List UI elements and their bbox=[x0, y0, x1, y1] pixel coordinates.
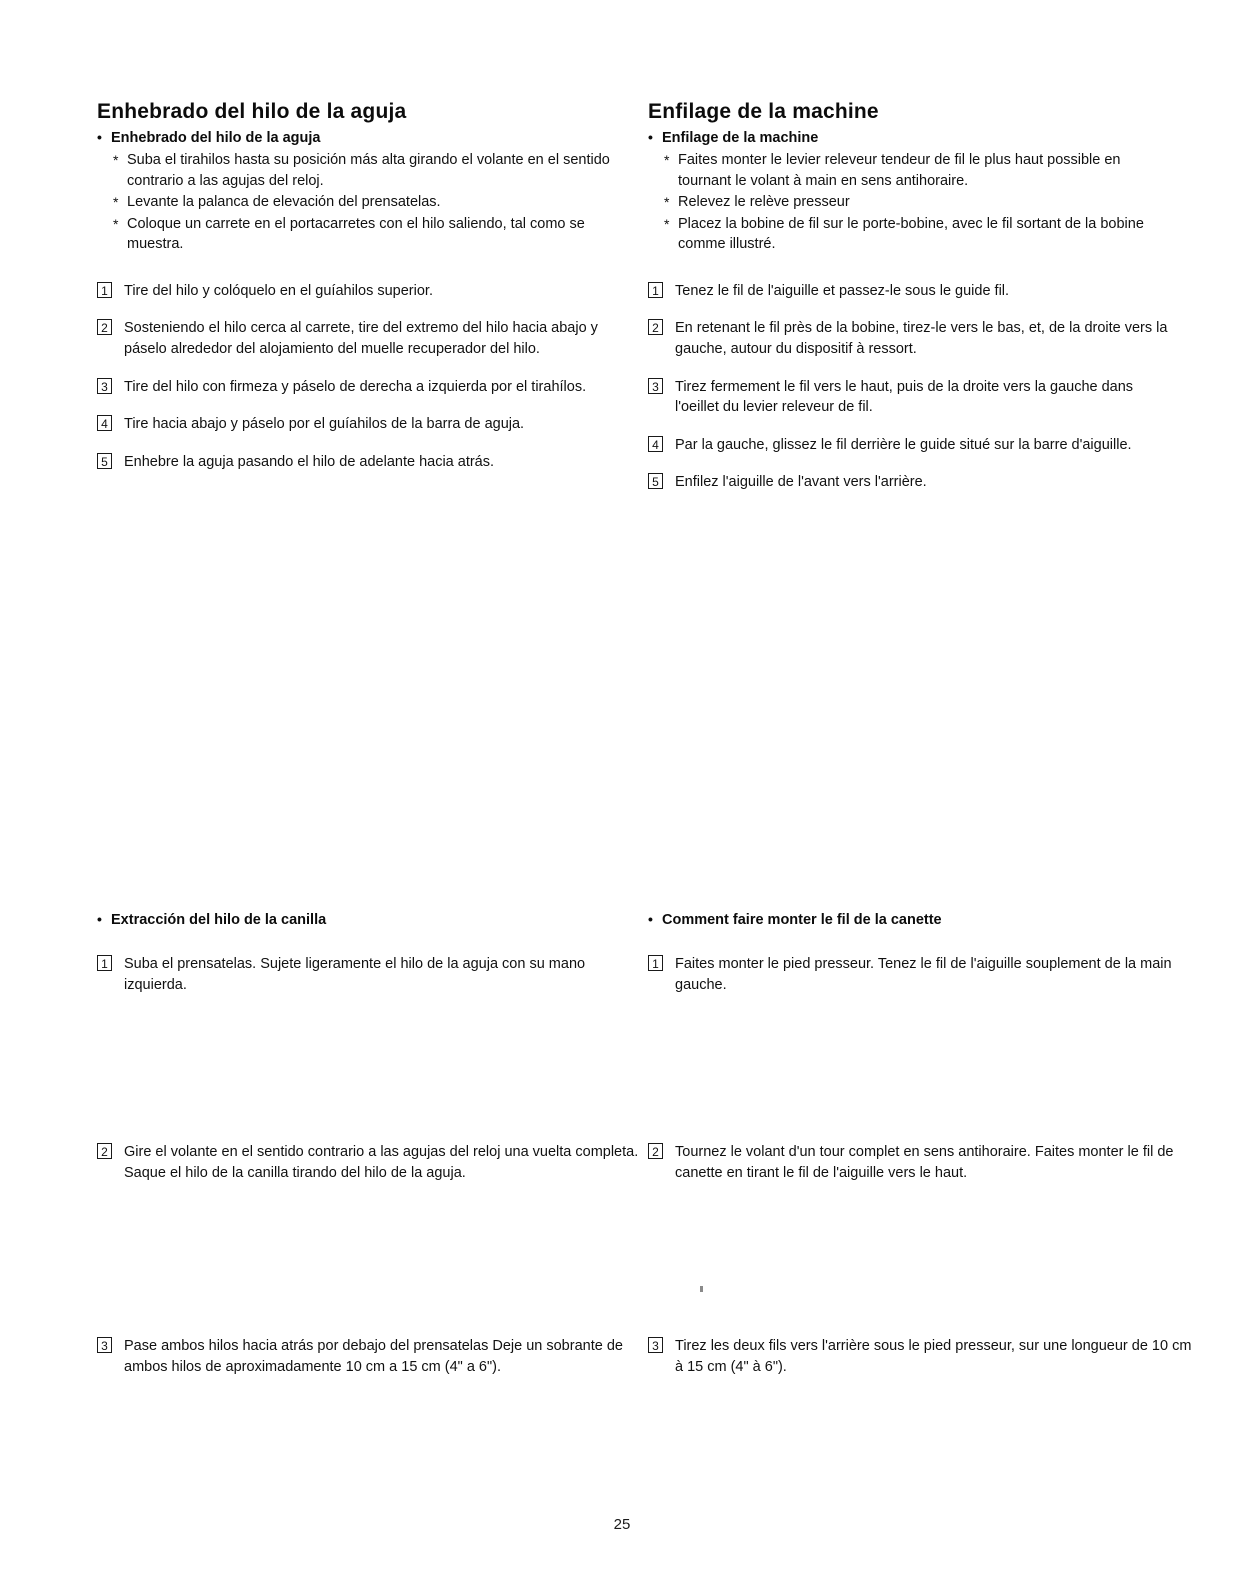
step-text: Sosteniendo el hilo cerca al carrete, tire del extremo del hilo hacia abajo y páselo alrededor del alojamiento del muelle recuperador del hilo. bbox=[124, 320, 598, 358]
step-item bbox=[648, 377, 1168, 418]
step-item bbox=[648, 954, 1195, 996]
bobbin-section-heading-spanish-wrap bbox=[97, 912, 657, 942]
step-number: 3 bbox=[648, 378, 663, 394]
step-number: 3 bbox=[97, 378, 112, 394]
steps-list-spanish bbox=[97, 281, 617, 472]
column-spanish bbox=[97, 100, 617, 489]
step-text: Tire del hilo y colóquelo en el guíahilos superior. bbox=[124, 282, 433, 299]
step-number: 1 bbox=[97, 955, 112, 971]
step-item bbox=[648, 318, 1168, 359]
step-text: Pase ambos hilos hacia atrás por debajo del prensatelas Deje un sobrante de ambos hilos de aproximadamente 10 cm a 15 cm (4" a 6"). bbox=[124, 1338, 623, 1376]
step-number: 4 bbox=[97, 415, 112, 431]
step-item bbox=[97, 414, 617, 435]
step-number: 2 bbox=[648, 1143, 663, 1159]
bobbin-step-french-1 bbox=[648, 954, 1195, 996]
step-number: 2 bbox=[97, 1143, 112, 1159]
step-number: 5 bbox=[97, 453, 112, 469]
step-text: Tire hacia abajo y páselo por el guíahilos de la barra de aguja. bbox=[124, 416, 525, 433]
step-number: 2 bbox=[97, 319, 112, 335]
step-text: Tirez les deux fils vers l'arrière sous le pied presseur, sur une longueur de 10 cm à 15 cm (4" à 6"). bbox=[675, 1338, 1192, 1376]
preparation-list-french bbox=[648, 150, 1168, 255]
step-number: 1 bbox=[97, 282, 112, 298]
bobbin-step-french-2 bbox=[648, 1142, 1195, 1184]
scan-artifact bbox=[700, 1286, 703, 1292]
column-french bbox=[648, 100, 1168, 510]
steps-list-french bbox=[648, 281, 1168, 493]
step-item bbox=[648, 435, 1168, 456]
list-item: * Relevez le relève presseur bbox=[648, 192, 1168, 213]
step-item bbox=[97, 1142, 644, 1184]
list-item: * Suba el tirahilos hasta su posición más alta girando el volante en el sentido contrario a las agujas del reloj. bbox=[97, 150, 617, 191]
step-item bbox=[648, 1142, 1195, 1184]
step-item bbox=[97, 281, 617, 302]
subsection-heading-spanish: • Enhebrado del hilo de la aguja bbox=[97, 130, 617, 146]
list-item: * Levante la palanca de elevación del prensatelas. bbox=[97, 192, 617, 213]
step-number: 4 bbox=[648, 436, 663, 452]
step-item bbox=[97, 452, 617, 473]
step-item bbox=[97, 954, 644, 996]
bobbin-section-heading-french-wrap bbox=[648, 912, 1208, 942]
step-text: Tirez fermement le fil vers le haut, puis de la droite vers la gauche dans l'oeillet du levier releveur de fil. bbox=[675, 378, 1134, 416]
step-item bbox=[648, 281, 1168, 302]
bobbin-step-french-3 bbox=[648, 1336, 1195, 1378]
bobbin-step-spanish-2 bbox=[97, 1142, 644, 1184]
bobbin-section-heading-spanish: • Extracción del hilo de la canilla bbox=[97, 912, 657, 928]
step-text: Tenez le fil de l'aiguille et passez-le sous le guide fil. bbox=[675, 282, 1010, 299]
step-text: Suba el prensatelas. Sujete ligeramente el hilo de la aguja con su mano izquierda. bbox=[124, 956, 586, 994]
bobbin-step-spanish-1 bbox=[97, 954, 644, 996]
step-text: Gire el volante en el sentido contrario a las agujas del reloj una vuelta completa. Saque el hilo de la canilla tirando del hilo de la aguja. bbox=[124, 1144, 639, 1182]
step-number: 1 bbox=[648, 282, 663, 298]
bobbin-section-heading-french: • Comment faire monter le fil de la canette bbox=[648, 912, 1208, 928]
list-item: * Faites monter le levier releveur tendeur de fil le plus haut possible en tournant le volant à main en sens antihoraire. bbox=[648, 150, 1168, 191]
page-title-french: Enfilage de la machine bbox=[648, 100, 879, 123]
step-item bbox=[97, 318, 617, 359]
step-number: 1 bbox=[648, 955, 663, 971]
step-item bbox=[97, 377, 617, 398]
step-text: En retenant le fil près de la bobine, tirez-le vers le bas, et, de la droite vers la gauche, autour du dispositif à ressort. bbox=[675, 320, 1168, 358]
step-number: 3 bbox=[97, 1337, 112, 1353]
list-item: * Placez la bobine de fil sur le porte-bobine, avec le fil sortant de la bobine comme illustré. bbox=[648, 214, 1168, 255]
list-item: * Coloque un carrete en el portacarretes con el hilo saliendo, tal como se muestra. bbox=[97, 214, 617, 255]
subsection-heading-french: • Enfilage de la machine bbox=[648, 130, 1168, 146]
step-item bbox=[648, 472, 1168, 493]
step-text: Enhebre la aguja pasando el hilo de adelante hacia atrás. bbox=[124, 453, 495, 470]
step-item bbox=[648, 1336, 1195, 1378]
page-title-spanish: Enhebrado del hilo de la aguja bbox=[97, 100, 407, 123]
step-number: 3 bbox=[648, 1337, 663, 1353]
step-text: Tire del hilo con firmeza y páselo de derecha a izquierda por el tirahílos. bbox=[124, 378, 587, 395]
step-number: 5 bbox=[648, 473, 663, 489]
step-text: Par la gauche, glissez le fil derrière le guide situé sur la barre d'aiguille. bbox=[675, 436, 1132, 453]
preparation-list-spanish bbox=[97, 150, 617, 255]
step-item bbox=[97, 1336, 644, 1378]
page-number: 25 bbox=[613, 1516, 631, 1533]
step-text: Faites monter le pied presseur. Tenez le fil de l'aiguille souplement de la main gauche. bbox=[675, 956, 1172, 994]
step-text: Tournez le volant d'un tour complet en sens antihoraire. Faites monter le fil de canette en tirant le fil de l'aiguille vers le haut. bbox=[675, 1144, 1174, 1182]
step-text: Enfilez l'aiguille de l'avant vers l'arrière. bbox=[675, 474, 927, 491]
step-number: 2 bbox=[648, 319, 663, 335]
bobbin-step-spanish-3 bbox=[97, 1336, 644, 1378]
